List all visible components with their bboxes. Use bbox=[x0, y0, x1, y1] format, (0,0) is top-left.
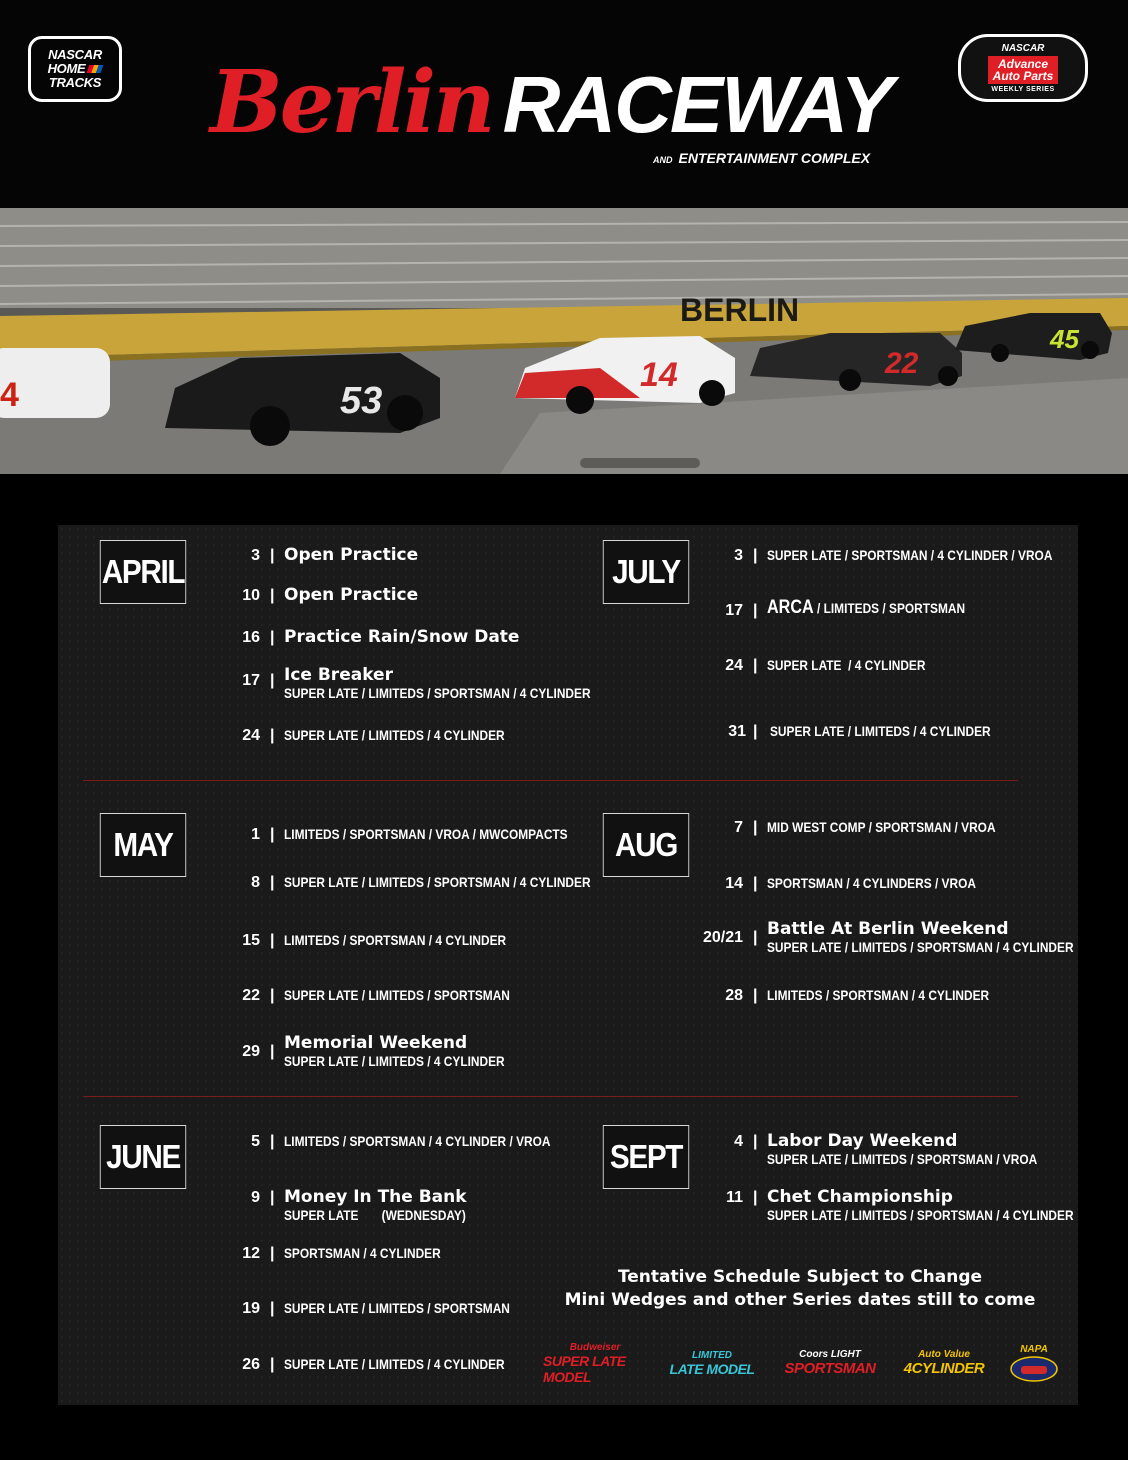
event-title: Labor Day Weekend bbox=[767, 1131, 958, 1151]
header bbox=[0, 0, 1128, 208]
logo-sportsman: Coors LIGHT SPORTSMAN bbox=[784, 1349, 876, 1377]
month-may: MAY bbox=[100, 813, 186, 877]
event-classes: SUPER LATE / SPORTSMAN / 4 CYLINDER / VROA bbox=[767, 547, 1053, 563]
event-title: Money In The Bank bbox=[284, 1187, 467, 1207]
event-title: Chet Championship bbox=[767, 1187, 953, 1207]
event-classes: LIMITEDS / SPORTSMAN / VROA / MWCOMPACTS bbox=[284, 826, 568, 842]
divider-2 bbox=[83, 1096, 1018, 1097]
note-tentative: Tentative Schedule Subject to Change bbox=[617, 1267, 983, 1287]
brand-subtitle bbox=[653, 150, 870, 166]
brand-title bbox=[210, 52, 892, 152]
event-classes: LIMITEDS / SPORTSMAN / 4 CYLINDER / VROA bbox=[284, 1133, 551, 1149]
subtitle-and: AND bbox=[653, 155, 673, 165]
brand-berlin: Berlin bbox=[210, 52, 493, 153]
event-classes: MID WEST COMP / SPORTSMAN / VROA bbox=[767, 819, 996, 835]
wall-text: BERLIN bbox=[680, 292, 800, 328]
event-classes: SUPER LATE / LIMITEDS / SPORTSMAN / VROA bbox=[767, 1151, 1038, 1167]
event-classes: SPORTSMAN / 4 CYLINDER bbox=[284, 1245, 441, 1261]
event-classes: SUPER LATE / LIMITEDS / 4 CYLINDER bbox=[284, 727, 505, 743]
logo-line-2: HOME bbox=[48, 62, 103, 76]
event-classes: SUPER LATE / LIMITEDS / SPORTSMAN / 4 CYLINDER bbox=[284, 874, 591, 890]
event-classes: SUPER LATE / LIMITEDS / 4 CYLINDER bbox=[284, 1053, 505, 1069]
divider-1 bbox=[83, 780, 1018, 781]
event-classes: SUPER LATE / LIMITEDS / SPORTSMAN / 4 CYLINDER bbox=[284, 685, 591, 701]
brand-raceway: RACEWAY bbox=[502, 60, 892, 149]
event-classes: SUPER LATE / LIMITEDS / SPORTSMAN bbox=[284, 987, 510, 1003]
race-photo-illustration bbox=[0, 208, 1128, 474]
nascar-home-tracks-logo bbox=[28, 36, 122, 102]
svg-text:4: 4 bbox=[0, 376, 19, 414]
month-aug: AUG bbox=[603, 813, 689, 877]
month-april: APRIL bbox=[100, 540, 186, 604]
event-classes: SUPER LATE / LIMITEDS / SPORTSMAN / 4 CYLINDER bbox=[767, 1207, 1074, 1223]
logo-4cylinder: Auto Value 4CYLINDER bbox=[903, 1349, 985, 1377]
event-classes: LIMITEDS / SPORTSMAN / 4 CYLINDER bbox=[284, 932, 507, 948]
race-photo bbox=[0, 208, 1128, 474]
event-classes: ARCA / LIMITEDS / SPORTSMAN bbox=[767, 597, 966, 618]
event-classes: SUPER LATE / LIMITEDS / 4 CYLINDER bbox=[770, 723, 991, 739]
napa-car-icon bbox=[1009, 1355, 1059, 1383]
logo-napa: NAPA bbox=[1005, 1340, 1063, 1386]
event-classes: SPORTSMAN / 4 CYLINDERS / VROA bbox=[767, 875, 976, 891]
car-left bbox=[0, 348, 110, 418]
arca-label: ARCA bbox=[767, 597, 814, 618]
event-title: Battle At Berlin Weekend bbox=[767, 919, 1009, 939]
event-title: Practice Rain/Snow Date bbox=[284, 627, 520, 647]
event-classes: SUPER LATE (WEDNESDAY) bbox=[284, 1207, 466, 1223]
logo-line-3: TRACKS bbox=[48, 75, 102, 90]
svg-text:22: 22 bbox=[885, 347, 919, 380]
logo-super-late-model: Budweiser SUPER LATE MODEL bbox=[543, 1341, 626, 1385]
aap-nascar: NASCAR bbox=[1001, 43, 1045, 54]
event-title: Open Practice bbox=[284, 585, 419, 605]
month-june: JUNE bbox=[100, 1125, 186, 1189]
event-title: Ice Breaker bbox=[284, 665, 393, 685]
event-classes: SUPER LATE / LIMITEDS / SPORTSMAN bbox=[284, 1300, 510, 1316]
aap-name: Advance Auto Parts bbox=[988, 56, 1059, 84]
note-mini-wedges: Mini Wedges and other Series dates still to come bbox=[564, 1290, 1036, 1310]
event-classes: SUPER LATE / LIMITEDS / 4 CYLINDER bbox=[284, 1356, 505, 1372]
event-classes: SUPER LATE / 4 CYLINDER bbox=[767, 657, 926, 673]
stripe-icon bbox=[87, 65, 104, 73]
advance-auto-parts-logo bbox=[958, 34, 1088, 102]
logo-limited-late-model: LIMITED LATE MODEL bbox=[669, 1349, 755, 1377]
event-title: Open Practice bbox=[284, 545, 419, 565]
month-sept: SEPT bbox=[603, 1125, 689, 1189]
svg-text:45: 45 bbox=[1050, 324, 1079, 354]
event-title: Memorial Weekend bbox=[284, 1033, 468, 1053]
subtitle-text: ENTERTAINMENT COMPLEX bbox=[678, 150, 871, 166]
event-classes: LIMITEDS / SPORTSMAN / 4 CYLINDER bbox=[767, 987, 990, 1003]
logo-line-1: NASCAR bbox=[48, 47, 102, 62]
event-classes: SUPER LATE / LIMITEDS / SPORTSMAN / 4 CYLINDER bbox=[767, 939, 1074, 955]
month-july: JULY bbox=[603, 540, 689, 604]
aap-weekly-series: WEEKLY SERIES bbox=[991, 86, 1055, 93]
svg-text:14: 14 bbox=[640, 356, 678, 394]
svg-text:53: 53 bbox=[340, 380, 383, 422]
